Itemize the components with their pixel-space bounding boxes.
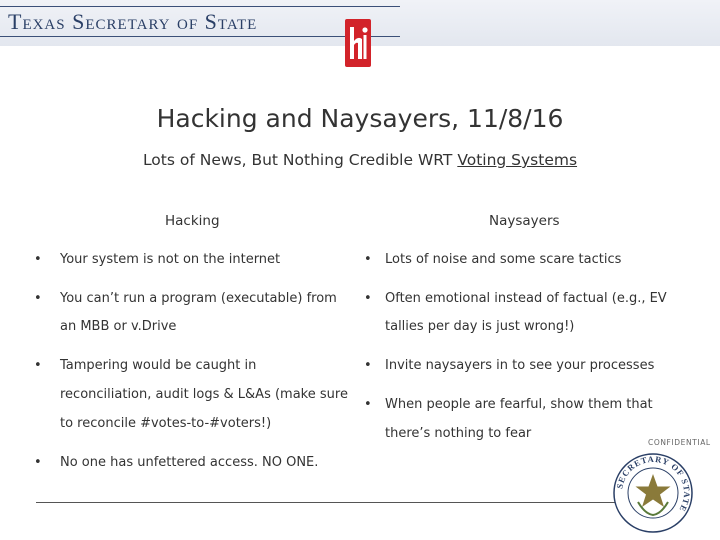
bullet-dot: •: [364, 358, 372, 373]
hacking-bullet-2-line-1: You can’t run a program (executable) from: [60, 291, 337, 306]
naysayers-bullet-4-line-2: there’s nothing to fear: [385, 426, 532, 441]
naysayers-bullet-4-line-1: When people are fearful, show them that: [385, 397, 653, 412]
bullet-dot: •: [364, 291, 372, 306]
naysayers-bullet-3-line-1: Invite naysayers in to see your processes: [385, 358, 655, 373]
bullet-dot: •: [364, 252, 372, 267]
column-heading-naysayers: Naysayers: [489, 213, 560, 229]
hacking-bullet-3-line-3: to reconcile #votes-to-#voters!): [60, 416, 272, 431]
hi-logo-icon: [345, 19, 371, 67]
header-title: Texas Secretary of State: [8, 9, 258, 34]
bullet-dot: •: [34, 358, 42, 373]
slide-subtitle: [0, 151, 720, 169]
bullet-dot: •: [34, 291, 42, 306]
confidential-label: CONFIDENTIAL: [648, 438, 711, 447]
column-heading-hacking: Hacking: [165, 213, 220, 229]
subtitle-underlined-text: Voting Systems: [457, 151, 578, 169]
texas-seal-icon: [612, 452, 694, 534]
hacking-bullet-3-line-2: reconciliation, audit logs & L&As (make sure: [60, 387, 348, 402]
subtitle-text: Lots of News, But Nothing Credible WRT: [142, 151, 458, 169]
naysayers-bullet-1-line-1: Lots of noise and some scare tactics: [385, 252, 622, 267]
hacking-bullet-4-line-1: No one has unfettered access. NO ONE.: [60, 455, 319, 470]
header-rule-bottom: [0, 36, 400, 37]
naysayers-bullet-2-line-2: tallies per day is just wrong!): [385, 319, 575, 334]
hacking-bullet-2-line-2: an MBB or v.Drive: [60, 319, 177, 334]
hacking-bullet-3-line-1: Tampering would be caught in: [60, 358, 257, 373]
naysayers-bullet-2-line-1: Often emotional instead of factual (e.g., EV: [385, 291, 667, 306]
bullet-dot: •: [364, 397, 372, 412]
slide-title: Hacking and Naysayers, 11/8/16: [156, 104, 564, 133]
bullet-dot: •: [34, 252, 42, 267]
seal-text: SECRETARY OF STATE: [614, 453, 693, 515]
hacking-bullet-1-line-1: Your system is not on the internet: [60, 252, 281, 267]
bottom-divider: [36, 502, 616, 503]
bullet-dot: •: [34, 455, 42, 470]
header-rule-top: [0, 6, 400, 7]
